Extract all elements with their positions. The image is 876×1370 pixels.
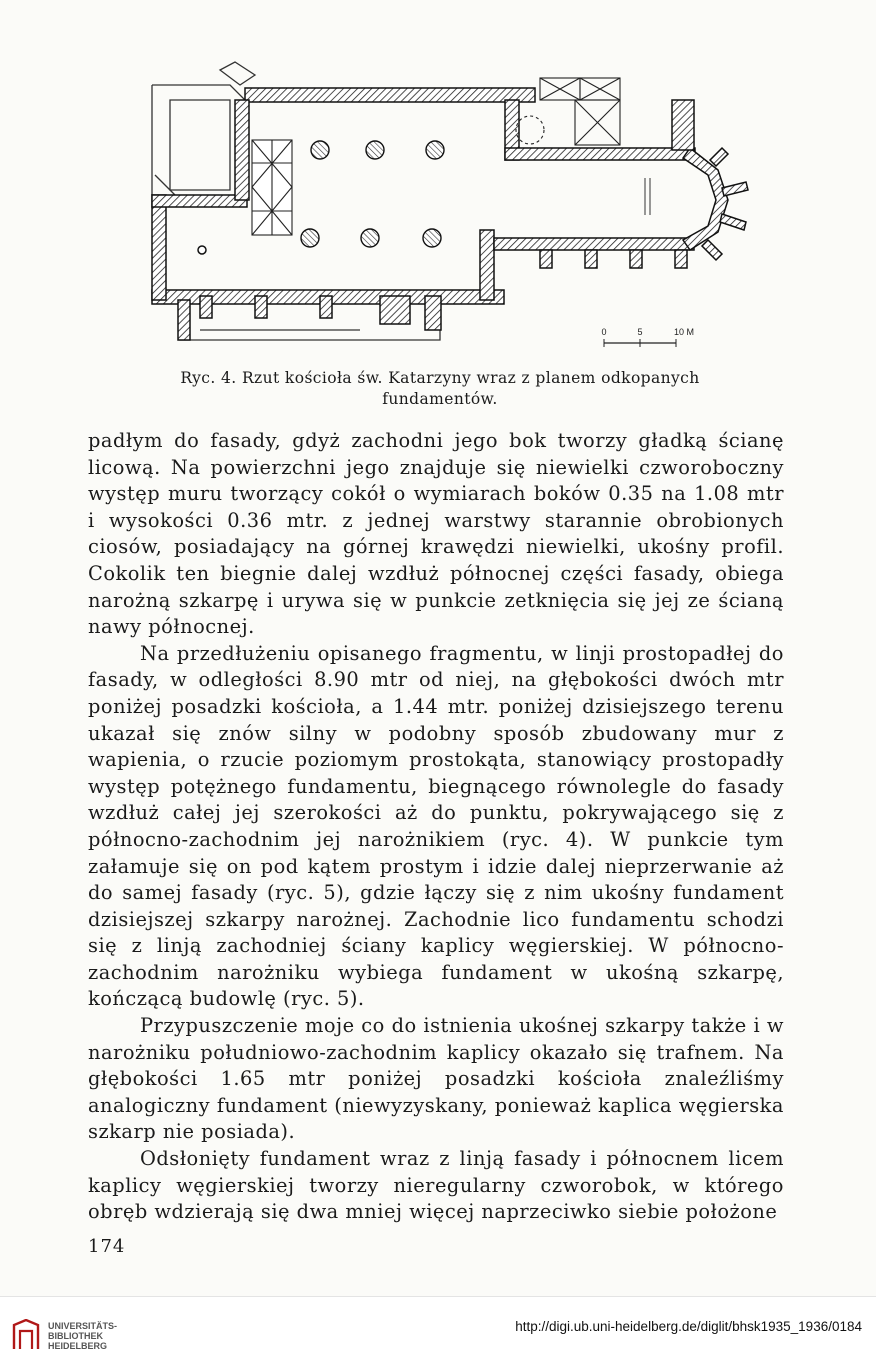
paragraph-2: Na przedłużeniu opisanego fragmentu, w linji prostopadłej do fasady, w odległości 8.90 mtr od niej, na głębokości dwóch mtr poniżej posadzki kościoła, a 1.44 mtr. poniżej dzisiejszego terenu ukazał się znów silny w podobny sposób zbudowany mur z wapienia, o rzucie poziomym prostokąta, stanowiący prostopadły występ potężnego fundamentu, biegnącego równolegle do fasady wzdłuż całej jej szerokości aż do punktu, pokrywającego się z północno-zachodnim jej narożnikiem (ryc. 4). W punkcie tym załamuje się on pod kątem prostym i idzie dalej nieprzerwanie aż do samej fasady (ryc. 5), gdzie łączy się z nim ukośny fundament dzisiejszej szkarpy narożnej. Zachodnie lico fundamentu schodzi się z linją zachodniej ściany kaplicy węgierskiej. W północno-zachodnim narożniku wybiega fundament w ukośną szkarpę, kończącą budowlę (ryc. 5). xyxy=(88,641,784,1011)
paragraph-1: padłym do fasady, gdyż zachodni jego bok tworzy gładką ścianę licową. Na powierzchni jego znajduje się niewielki czworoboczny występ muru tworzący cokół o wymiarach boków 0.35 na 1.08 mtr i wysokości 0.36 mtr. z jednej warstwy starannie obrobionych ciosów, posiadający na górnej krawędzi niewielki, ukośny profil. Cokolik ten biegnie dalej wzdłuż północnej części fasady, obiega narożną szkarpę i urywa się w punkcie zetknięcia się jej ze ścianą nawy północnej. xyxy=(88,429,784,639)
font-marker xyxy=(198,246,206,254)
altar-steps xyxy=(645,178,650,215)
chancel-walls xyxy=(494,148,728,250)
scale-label-0: 0 xyxy=(601,327,607,337)
scale-bar xyxy=(601,327,694,347)
scale-label-5: 5 xyxy=(637,327,643,337)
caption-line-1: Ryc. 4. Rzut kościoła św. Katarzyny wraz z planem odkopanych xyxy=(180,369,700,387)
paragraph-4: Odsłonięty fundament wraz z linją fasady i północnem licem kaplicy węgierskiej tworzy nieregularny czworobok, w którego obręb wdzierają się dwa mniej więcej naprzeciwko siebie położone xyxy=(88,1147,784,1224)
church-floor-plan xyxy=(130,60,760,360)
library-name-line-3: HEIDELBERG xyxy=(48,1341,108,1351)
library-footer xyxy=(0,1296,876,1370)
nave-walls xyxy=(152,88,535,304)
scale-label-10: 10 M xyxy=(673,327,695,337)
library-name xyxy=(48,1321,117,1351)
nave-pillars xyxy=(301,141,444,247)
chapel-vault xyxy=(252,140,292,235)
source-url-link[interactable]: http://digi.ub.uni-heidelberg.de/diglit/bhsk1935_1936/0184 xyxy=(515,1319,862,1334)
heidelberg-library-logo-icon xyxy=(12,1319,40,1351)
caption-line-2: fundamentów. xyxy=(382,390,498,408)
figure-caption xyxy=(130,368,750,410)
paragraph-3: Przypuszczenie moje co do istnienia ukośnej szkarpy także i w narożniku południowo-zachodnim kaplicy okazało się trafnem. Na głębokości 1.65 mtr poniżej posadzki kościoła znaleźliśmy analogiczny fundament (niewyzyskany, ponieważ kaplica węgierska szkarp nie posiada). xyxy=(88,1014,784,1144)
body-text xyxy=(88,428,784,1226)
page-number: 174 xyxy=(88,1236,126,1257)
library-name-line-2: BIBLIOTHEK xyxy=(48,1331,103,1341)
library-name-line-1: UNIVERSITÄTS- xyxy=(48,1321,118,1331)
